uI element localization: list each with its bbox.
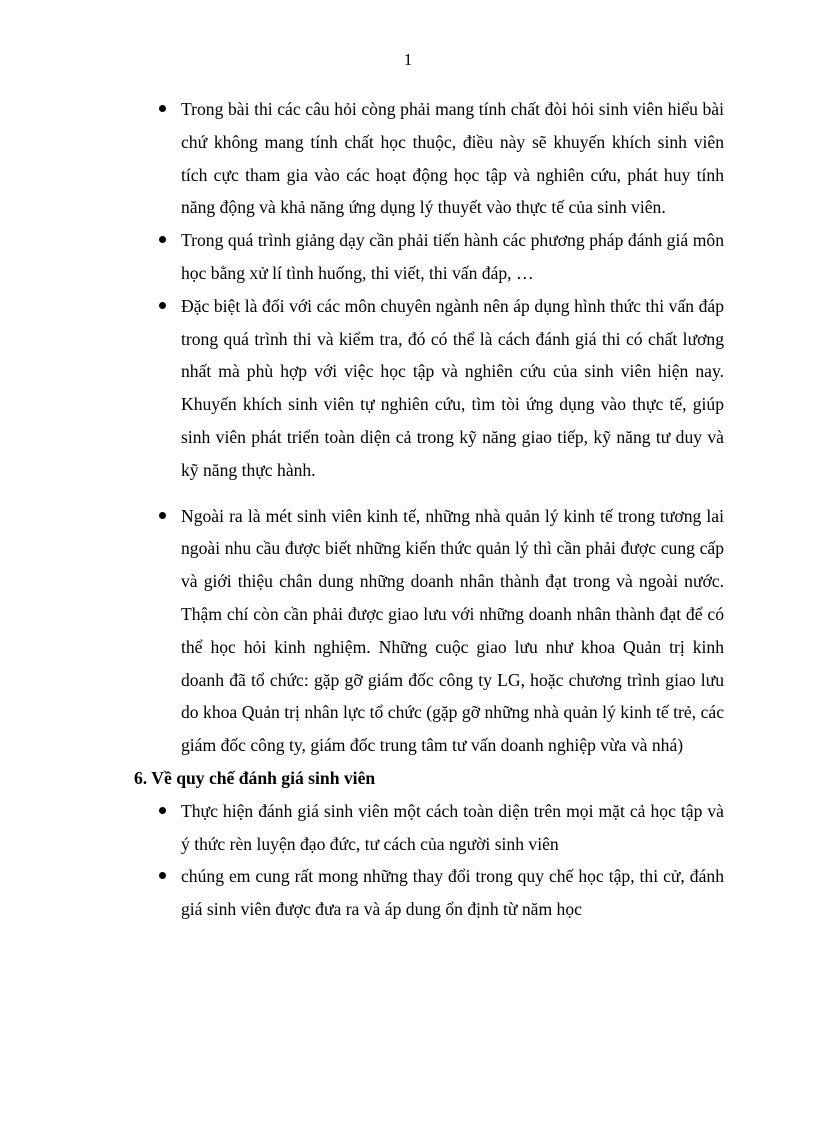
list-item: Thực hiện đánh giá sinh viên một cách toàn diện trên mọi mặt cả học tập và ý thức rèn luyện đạo đức, tư cách của người sinh viên (134, 795, 724, 861)
list-item: Trong bài thi các câu hỏi còng phải mang tính chất đòi hỏi sinh viên hiểu bài chứ không mang tính chất học thuộc, điều này sẽ khuyến khích sinh viên tích cực tham gia vào các hoạt động học tập và nghiên cứu, phát huy tính năng động và khả năng ứng dụng lý thuyết vào thực tế của sinh viên. (134, 93, 724, 224)
bullet-list-extra (134, 500, 724, 762)
list-item: Ngoài ra là mét sinh viên kinh tế, những nhà quản lý kinh tế trong tương lai ngoài nhu cầu được biết những kiến thức quản lý thì cần phải được cung cấp và giới thiệu chân dung những doanh nhân thành đạt trong và ngoài nước. Thậm chí còn cần phải được giao lưu với những doanh nhân thành đạt để có thể học hỏi kinh nghiệm. Những cuộc giao lưu như khoa Quản trị kinh doanh đã tổ chức: gặp gỡ giám đốc công ty LG, hoặc chương trình giao lưu do khoa Quản trị nhân lực tổ chức (gặp gỡ những nhà quản lý kinh tế trẻ, các giám đốc công ty, giám đốc trung tâm tư vấn doanh nghiệp vừa và nhá) (134, 500, 724, 762)
section-heading: 6. Về quy chế đánh giá sinh viên (134, 767, 376, 788)
list-item: Trong quá trình giảng dạy cần phải tiến hành các phương pháp đánh giá môn học bằng xử lí tình huống, thi viết, thi vấn đáp, … (134, 224, 724, 290)
list-item: chúng em cung rất mong những thay đổi trong quy chế học tập, thi cử, đánh giá sinh viên được đưa ra và áp dung ổn định từ năm học (134, 860, 724, 926)
page-number: 1 (403, 50, 413, 69)
bullet-list-section (134, 795, 724, 926)
list-item: Đặc biệt là đối với các môn chuyên ngành nên áp dụng hình thức thi vấn đáp trong quá trình thi và kiểm tra, đó có thể là cách đánh giá thi có chất lương nhất mà phù hợp với việc học tập và nghiên cứu của sinh viên hiện nay. Khuyến khích sinh viên tự nghiên cứu, tìm tòi ứng dụng vào thực tế, giúp sinh viên phát triển toàn diện cả trong kỹ năng giao tiếp, kỹ năng tư duy và kỹ năng thực hành. (134, 290, 724, 487)
paragraph-gap (134, 487, 724, 500)
document-body (134, 93, 724, 926)
bullet-list-top (134, 93, 724, 487)
